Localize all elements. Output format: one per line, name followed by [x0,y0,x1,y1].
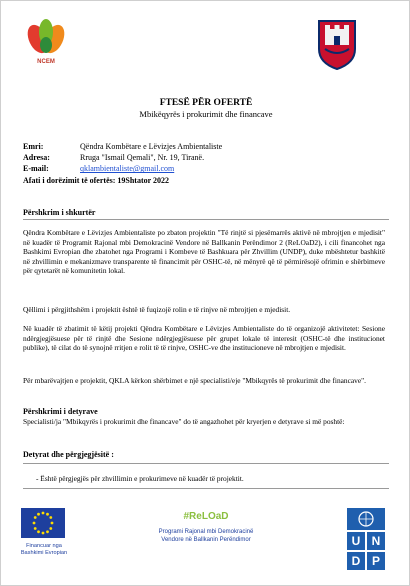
deadline-row [23,175,222,186]
paragraph-goal: Qëllimi i përgjithshëm i projektit është të fuqizojë rolin e të rinjve në mbrojtjen e mjedisit. [23,305,291,314]
reload-caption-line-2: Vendore në Ballkanin Perëndimor [161,537,251,543]
address-label: Adresa: [23,153,50,163]
deadline-text: Afati i dorëzimit të ofertës: 19Shtator 2022 [23,175,170,185]
undp-letter-p: P [371,554,381,568]
undp-letter-n: N [371,534,381,548]
tirana-crest-logo [315,15,359,73]
document-subtitle: Mbikëqyrës i prokurimit dhe financave [139,109,273,119]
address-value: Rruga "Ismail Qemali", Nr. 19, Tiranë. [80,153,205,163]
undp-letter-u: U [351,534,361,548]
summary-heading: Përshkrim i shkurtër [23,208,96,217]
undp-logo [347,508,385,572]
name-value: Qëndra Kombëtare e Lëvizjes Ambientaliste [80,142,223,151]
duties-top-divider [23,463,389,464]
eu-caption-line-1: Financuar nga [26,543,62,549]
undp-letter-d: D [351,554,361,568]
duties-bottom-divider [23,488,389,489]
ncem-logo [21,15,71,71]
email-label: E-mail: [23,164,49,174]
eu-caption-line-2: Bashkimi Evropian [20,550,68,556]
paragraph-request: Për mbarëvajtjen e projektit, QKLA kërkon shërbimet e një specialisti/eje "Mbikqyrës të prokurimit dhe financave". [23,376,367,385]
eu-caption [9,543,79,557]
duty-item: - Është përgjegjës për zhvillimin e prokurimeve në kuadër të projektit. [36,474,244,483]
name-row [23,141,222,152]
reload-caption-line-1: Programi Rajonal mbi Demokracinë [158,529,254,535]
paragraph-role: Specialisti/ja "Mbikqyrës i prokurimit dhe financave" do të angazhohet për kryerjen e detyrave si më poshtë: [23,417,345,426]
role-heading: Përshkrimi i detyrave [23,407,98,416]
summary-divider [23,219,389,220]
reload-hashtag: #ReLOaD [183,511,229,522]
email-row [23,163,222,174]
contact-block [23,141,222,186]
paragraph-project: Qëndra Kombëtare e Lëvizjes Ambientaliste po zbaton projektin "Të rinjtë si pjesëmarrës aktivë në mbrojtjen e mjedisit" në kuadër të Programit Rajonal mbi Demokracinë Vendore në Ballkanin Perëndimor 2 (ReLOaD2), i cili financohet nga Bashkimi Evropian dhe zbatohet nga Programi i Kombeve të Bashkuara për Zhvillim (UNDP), duke mbështetur bashkitë në zhvillimin e mekanizmave transparente të financimit për OSHC-të, në mënyrë që të përmirësojë ofrimin e shërbimeve për qytetarët në komunitetin lokal. [23,228,385,276]
ncem-caption: NCEM [37,59,55,65]
address-row [23,152,222,163]
duties-heading: Detyrat dhe përgjegjësitë : [23,450,114,459]
castle-crest-icon [315,15,359,73]
ncem-leaf-icon [21,15,71,59]
paragraph-activities: Në kuadër të zbatimit të këtij projekti Qëndra Kombëtare e Lëvizjes Ambientaliste do të organizojë aktivitetet: Sesione ndërgjegjësuese për të rinjtë dhe Sesione ndërgjegjësuese për grupet lokale të interesit (OSHC-të dhe institucionet publike), të cilat do të synojnë rritjen e rolit të të rinjve, OSHC-ve dhe institucioneve në mbrojtjen e mjedisit. [23,324,385,353]
undp-emblem-icon [347,508,385,572]
name-label: Emri: [23,142,44,151]
email-link[interactable]: qklambientaliste@gmail.com [80,164,175,174]
document-title: FTESË PËR OFERTË [159,98,253,108]
